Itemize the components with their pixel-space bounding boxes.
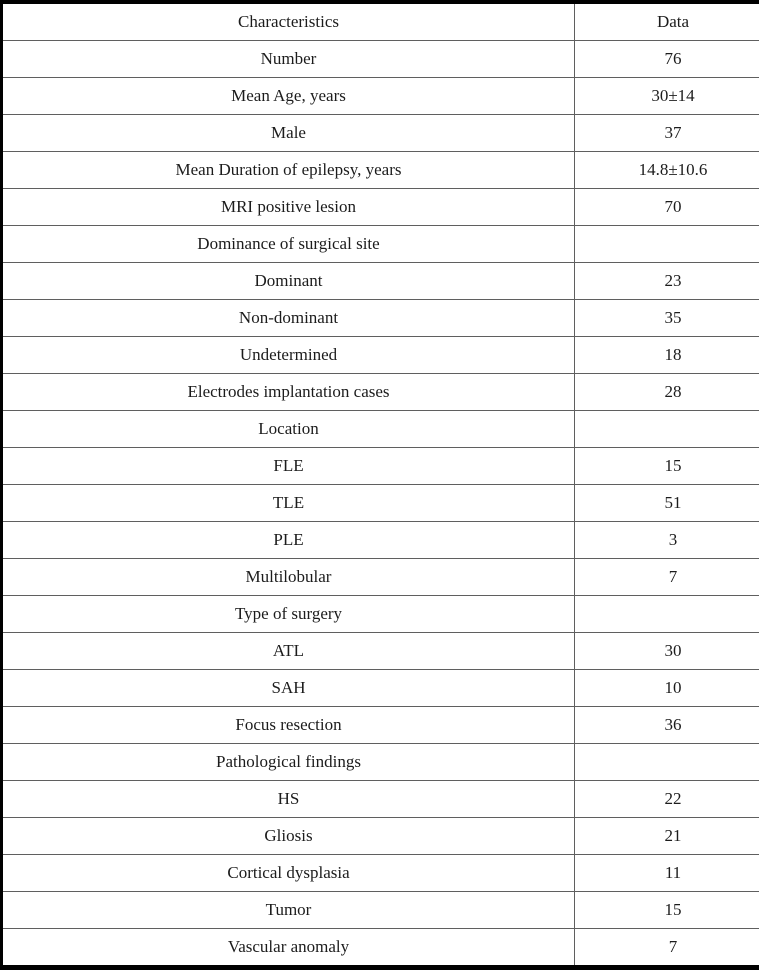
table-row	[2, 485, 759, 522]
table-row	[2, 152, 759, 189]
characteristic-cell: FLE	[2, 448, 575, 485]
characteristic-cell: Number	[2, 41, 575, 78]
characteristic-cell: Pathological findings	[2, 744, 575, 781]
data-value-cell: 22	[575, 781, 759, 818]
data-value-cell: 76	[575, 41, 759, 78]
characteristic-cell: Cortical dysplasia	[2, 855, 575, 892]
characteristic-cell: Multilobular	[2, 559, 575, 596]
table-row	[2, 115, 759, 152]
table-row	[2, 300, 759, 337]
column-header-characteristics: Characteristics	[2, 2, 575, 41]
characteristic-cell: SAH	[2, 670, 575, 707]
table-row	[2, 448, 759, 485]
table-row	[2, 818, 759, 855]
table-row	[2, 41, 759, 78]
characteristic-cell: MRI positive lesion	[2, 189, 575, 226]
data-value-cell: 28	[575, 374, 759, 411]
data-value-cell: 7	[575, 559, 759, 596]
characteristic-cell: Type of surgery	[2, 596, 575, 633]
data-value-cell: 15	[575, 448, 759, 485]
data-value-cell: 11	[575, 855, 759, 892]
table-row	[2, 337, 759, 374]
characteristic-cell: Location	[2, 411, 575, 448]
table-row	[2, 411, 759, 448]
table-row	[2, 781, 759, 818]
data-value-cell	[575, 226, 759, 263]
data-value-cell: 7	[575, 929, 759, 968]
data-value-cell: 23	[575, 263, 759, 300]
data-value-cell: 70	[575, 189, 759, 226]
data-value-cell: 36	[575, 707, 759, 744]
characteristic-cell: Undetermined	[2, 337, 575, 374]
table-row	[2, 670, 759, 707]
table-row	[2, 596, 759, 633]
characteristic-cell: ATL	[2, 633, 575, 670]
table-row	[2, 78, 759, 115]
table-row	[2, 855, 759, 892]
characteristic-cell: TLE	[2, 485, 575, 522]
data-value-cell: 21	[575, 818, 759, 855]
data-value-cell: 18	[575, 337, 759, 374]
characteristic-cell: PLE	[2, 522, 575, 559]
data-value-cell: 15	[575, 892, 759, 929]
characteristic-cell: Electrodes implantation cases	[2, 374, 575, 411]
table-row	[2, 892, 759, 929]
characteristic-cell: Male	[2, 115, 575, 152]
table-row	[2, 929, 759, 968]
data-value-cell: 30±14	[575, 78, 759, 115]
data-value-cell: 10	[575, 670, 759, 707]
data-value-cell: 51	[575, 485, 759, 522]
table-body	[2, 41, 759, 968]
data-value-cell	[575, 411, 759, 448]
data-value-cell	[575, 596, 759, 633]
characteristic-cell: Mean Age, years	[2, 78, 575, 115]
characteristic-cell: Focus resection	[2, 707, 575, 744]
table-row	[2, 633, 759, 670]
table-row	[2, 744, 759, 781]
characteristic-cell: Mean Duration of epilepsy, years	[2, 152, 575, 189]
table-row	[2, 226, 759, 263]
table-row	[2, 559, 759, 596]
table-header-row	[2, 2, 759, 41]
characteristic-cell: Gliosis	[2, 818, 575, 855]
data-value-cell: 14.8±10.6	[575, 152, 759, 189]
data-value-cell: 3	[575, 522, 759, 559]
characteristic-cell: Tumor	[2, 892, 575, 929]
characteristic-cell: Vascular anomaly	[2, 929, 575, 968]
table-header	[2, 2, 759, 41]
data-value-cell: 30	[575, 633, 759, 670]
table-row	[2, 522, 759, 559]
table-row	[2, 263, 759, 300]
characteristic-cell: Dominant	[2, 263, 575, 300]
table-row	[2, 707, 759, 744]
characteristic-cell: Non-dominant	[2, 300, 575, 337]
data-value-cell: 35	[575, 300, 759, 337]
characteristic-cell: Dominance of surgical site	[2, 226, 575, 263]
characteristic-cell: HS	[2, 781, 575, 818]
data-value-cell: 37	[575, 115, 759, 152]
table-row	[2, 374, 759, 411]
data-value-cell	[575, 744, 759, 781]
column-header-data: Data	[575, 2, 759, 41]
table-row	[2, 189, 759, 226]
